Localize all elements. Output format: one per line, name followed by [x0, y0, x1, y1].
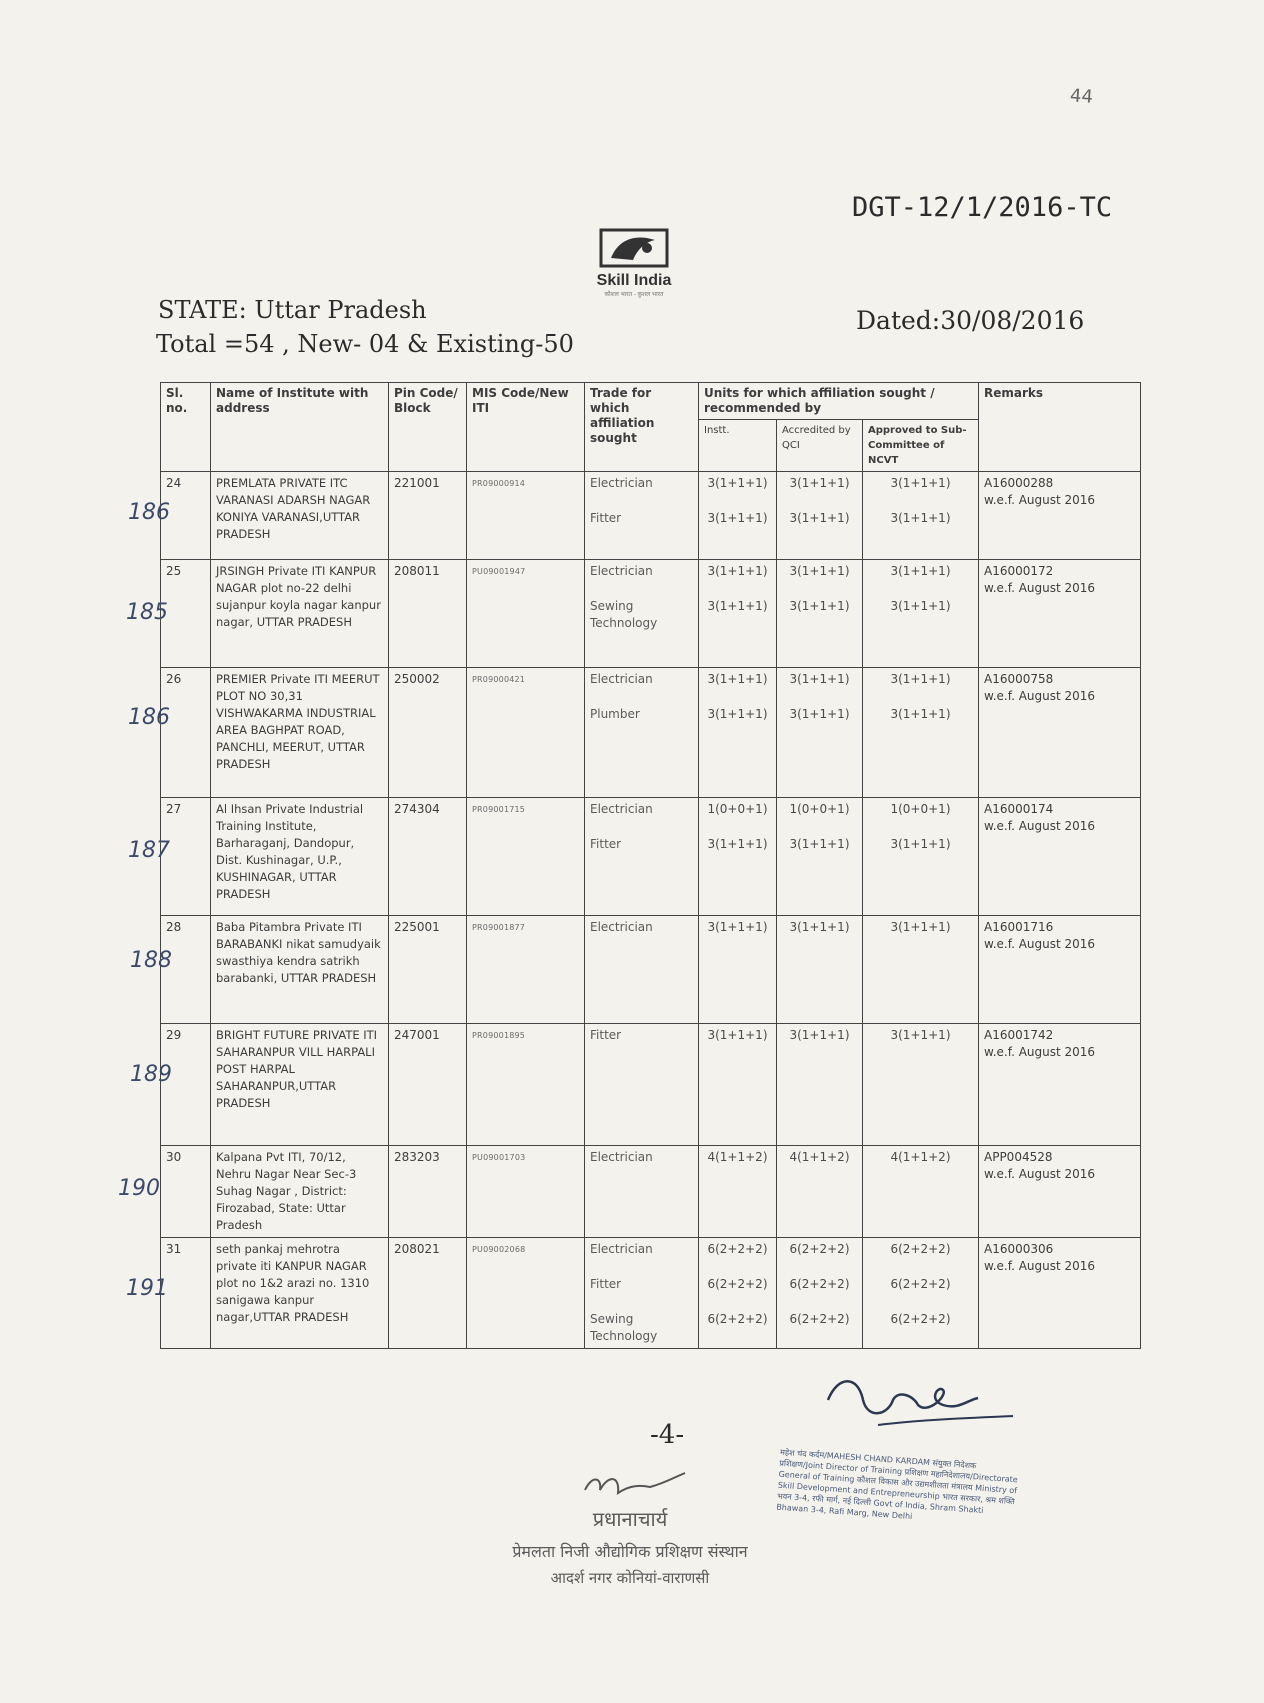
header-sl: Sl. no. — [161, 383, 211, 472]
remark-code: A16001742 — [984, 1028, 1054, 1042]
header-name: Name of Institute with address — [211, 383, 389, 472]
cell-pin: 274304 — [389, 798, 467, 916]
table-row — [161, 472, 1141, 560]
units-ncvt-value: 1(0+0+1) — [890, 802, 951, 816]
remark-wef: w.e.f. August 2016 — [984, 1167, 1096, 1181]
remark-wef: w.e.f. August 2016 — [984, 493, 1096, 507]
handwritten-margin-number: 185 — [126, 600, 168, 625]
units-instt-value: 3(1+1+1) — [707, 672, 768, 686]
units-ncvt-value: 3(1+1+1) — [890, 511, 951, 525]
cell-remarks — [979, 668, 1141, 798]
remark-wef: w.e.f. August 2016 — [984, 1045, 1096, 1059]
affiliation-table — [160, 382, 1141, 1349]
logo-text: Skill India — [596, 272, 672, 289]
trade-name: Electrician — [590, 1150, 653, 1164]
cell-units-instt — [699, 1146, 777, 1238]
units-qci-value: 3(1+1+1) — [789, 511, 850, 525]
principal-stamp — [470, 1505, 790, 1588]
trade-name: Electrician — [590, 802, 653, 816]
trade-name: Fitter — [590, 1028, 622, 1042]
units-instt-value: 6(2+2+2) — [707, 1242, 768, 1256]
cell-sl: 24 — [161, 472, 211, 560]
units-ncvt-value: 3(1+1+1) — [890, 837, 951, 851]
trade-name: Sewing Technology — [590, 599, 658, 630]
units-instt-value: 6(2+2+2) — [707, 1277, 768, 1291]
units-instt-value: 3(1+1+1) — [707, 511, 768, 525]
cell-units-instt — [699, 472, 777, 560]
units-qci-value: 3(1+1+1) — [789, 707, 850, 721]
cell-units-qci — [777, 560, 863, 668]
units-instt-value: 6(2+2+2) — [707, 1312, 768, 1326]
handwritten-margin-number: 189 — [130, 1062, 172, 1087]
table-row — [161, 798, 1141, 916]
trade-name: Fitter — [590, 1277, 622, 1291]
cell-units-ncvt — [863, 1238, 979, 1349]
cell-units-instt — [699, 916, 777, 1024]
cell-pin: 283203 — [389, 1146, 467, 1238]
cell-trades — [585, 1024, 699, 1146]
cell-sl: 29 — [161, 1024, 211, 1146]
units-ncvt-value: 3(1+1+1) — [890, 599, 951, 613]
cell-institute-name: PREMLATA PRIVATE ITC VARANASI ADARSH NAGAR KONIYA VARANASI,UTTAR PRADESH — [211, 472, 389, 560]
trade-name: Electrician — [590, 920, 653, 934]
cell-mis: PR09001715 — [467, 798, 585, 916]
units-qci-value: 1(0+0+1) — [789, 802, 850, 816]
trade-name: Fitter — [590, 837, 622, 851]
remark-wef: w.e.f. August 2016 — [984, 581, 1096, 595]
cell-mis: PR09000914 — [467, 472, 585, 560]
cell-trades — [585, 916, 699, 1024]
trade-name: Electrician — [590, 1242, 653, 1256]
remark-wef: w.e.f. August 2016 — [984, 689, 1096, 703]
units-qci-value: 3(1+1+1) — [789, 920, 850, 934]
remark-wef: w.e.f. August 2016 — [984, 937, 1096, 951]
cell-trades — [585, 668, 699, 798]
state-heading: STATE: Uttar Pradesh — [158, 296, 427, 324]
trade-name: Plumber — [590, 707, 640, 721]
units-ncvt-value: 3(1+1+1) — [890, 672, 951, 686]
date-heading: Dated:30/08/2016 — [856, 306, 1085, 335]
cell-units-qci — [777, 472, 863, 560]
cell-units-qci — [777, 798, 863, 916]
remark-code: A16000288 — [984, 476, 1054, 490]
cell-units-instt — [699, 1238, 777, 1349]
cell-remarks — [979, 798, 1141, 916]
remark-code: APP004528 — [984, 1150, 1053, 1164]
units-ncvt-value: 3(1+1+1) — [890, 476, 951, 490]
handwritten-margin-number: 186 — [128, 500, 170, 525]
cell-units-ncvt — [863, 916, 979, 1024]
units-ncvt-value: 3(1+1+1) — [890, 564, 951, 578]
remark-wef: w.e.f. August 2016 — [984, 819, 1096, 833]
remark-code: A16000758 — [984, 672, 1054, 686]
cell-units-instt — [699, 1024, 777, 1146]
cell-institute-name: BRIGHT FUTURE PRIVATE ITI SAHARANPUR VILL HARPALI POST HARPAL SAHARANPUR,UTTAR PRADESH — [211, 1024, 389, 1146]
header-remarks: Remarks — [979, 383, 1141, 472]
units-qci-value: 3(1+1+1) — [789, 599, 850, 613]
cell-mis: PR09001877 — [467, 916, 585, 1024]
units-qci-value: 3(1+1+1) — [789, 564, 850, 578]
cell-trades — [585, 1238, 699, 1349]
units-ncvt-value: 6(2+2+2) — [890, 1242, 951, 1256]
trade-name: Electrician — [590, 476, 653, 490]
header-pin: Pin Code/ Block — [389, 383, 467, 472]
table-row — [161, 1238, 1141, 1349]
cell-units-instt — [699, 560, 777, 668]
handwritten-page-number: 44 — [1069, 85, 1094, 108]
stamp-address: आदर्श नगर कोनियां-वाराणसी — [550, 1569, 710, 1587]
units-ncvt-value: 4(1+1+2) — [890, 1150, 951, 1164]
stamp-title: प्रधानाचार्य — [592, 1507, 668, 1531]
cell-pin: 225001 — [389, 916, 467, 1024]
table-row — [161, 1146, 1141, 1238]
cell-institute-name: Kalpana Pvt ITI, 70/12, Nehru Nagar Near Sec-3 Suhag Nagar , District: Firozabad, State: Uttar Pradesh — [211, 1146, 389, 1238]
cell-sl: 31 — [161, 1238, 211, 1349]
cell-units-ncvt — [863, 560, 979, 668]
cell-institute-name: PREMIER Private ITI MEERUT PLOT NO 30,31 VISHWAKARMA INDUSTRIAL AREA BAGHPAT ROAD, PANCHLI, MEERUT, UTTAR PRADESH — [211, 668, 389, 798]
cell-units-instt — [699, 798, 777, 916]
units-instt-value: 3(1+1+1) — [707, 837, 768, 851]
officer-stamp: महेश चंद कर्दम/MAHESH CHAND KARDAM संयुक्त निदेशक प्रशिक्षण/Joint Director of Training प्रशिक्षण महानिदेशालय/Directorate General of Training कौशल विकास और उद्यमशीलता मंत्रालय Ministry of Skill Development and Entrepreneurship भारत सरकार, श्रम शक्ति भवन 3-4, रफी मार्ग, नई दिल्ली Govt of India, Shram Shakti Bhawan 3-4, Rafi Marg, New Delhi — [776, 1447, 1019, 1522]
skill-india-emblem-icon — [597, 228, 671, 270]
cell-trades — [585, 560, 699, 668]
cell-institute-name: Al Ihsan Private Industrial Training Institute, Barharaganj, Dandopur, Dist. Kushinagar, U.P., KUSHINAGAR, UTTAR PRADESH — [211, 798, 389, 916]
reference-number: DGT-12/1/2016-TC — [852, 192, 1113, 223]
logo-subtext: कौशल भारत - कुशल भारत — [604, 292, 664, 298]
trade-name: Fitter — [590, 511, 622, 525]
units-ncvt-value: 3(1+1+1) — [890, 707, 951, 721]
units-instt-value: 3(1+1+1) — [707, 920, 768, 934]
signature-right — [818, 1370, 1018, 1430]
cell-units-qci — [777, 1146, 863, 1238]
cell-remarks — [979, 1238, 1141, 1349]
remark-code: A16000174 — [984, 802, 1054, 816]
cell-units-ncvt — [863, 1146, 979, 1238]
cell-mis: PU09002068 — [467, 1238, 585, 1349]
units-instt-value: 3(1+1+1) — [707, 707, 768, 721]
cell-sl: 30 — [161, 1146, 211, 1238]
units-ncvt-value: 6(2+2+2) — [890, 1312, 951, 1326]
cell-units-ncvt — [863, 1024, 979, 1146]
remark-code: A16000172 — [984, 564, 1054, 578]
units-instt-value: 3(1+1+1) — [707, 1028, 768, 1042]
cell-remarks — [979, 1146, 1141, 1238]
handwritten-margin-number: 190 — [118, 1176, 160, 1201]
cell-pin: 221001 — [389, 472, 467, 560]
cell-mis: PU09001947 — [467, 560, 585, 668]
units-qci-value: 4(1+1+2) — [789, 1150, 850, 1164]
trade-name: Electrician — [590, 672, 653, 686]
handwritten-margin-number: 188 — [130, 948, 172, 973]
skill-india-logo — [574, 228, 694, 298]
units-qci-value: 3(1+1+1) — [789, 837, 850, 851]
page-folio: -4- — [650, 1420, 685, 1450]
units-instt-value: 3(1+1+1) — [707, 564, 768, 578]
cell-sl: 28 — [161, 916, 211, 1024]
cell-pin: 247001 — [389, 1024, 467, 1146]
cell-remarks — [979, 472, 1141, 560]
cell-mis: PR09001895 — [467, 1024, 585, 1146]
units-instt-value: 3(1+1+1) — [707, 476, 768, 490]
handwritten-margin-number: 186 — [128, 705, 170, 730]
cell-units-instt — [699, 668, 777, 798]
cell-pin: 250002 — [389, 668, 467, 798]
cell-mis: PR09000421 — [467, 668, 585, 798]
units-ncvt-value: 6(2+2+2) — [890, 1277, 951, 1291]
cell-units-qci — [777, 1238, 863, 1349]
table-row — [161, 668, 1141, 798]
cell-institute-name: Baba Pitambra Private ITI BARABANKI nikat samudyaik swasthiya kendra satrikh barabanki, UTTAR PRADESH — [211, 916, 389, 1024]
table-row — [161, 560, 1141, 668]
header-mis: MIS Code/New ITI — [467, 383, 585, 472]
table-row — [161, 916, 1141, 1024]
stamp-institute: प्रेमलता निजी औद्योगिक प्रशिक्षण संस्थान — [512, 1542, 748, 1561]
header-units-instt: Instt. — [699, 420, 777, 472]
cell-remarks — [979, 916, 1141, 1024]
units-instt-value: 3(1+1+1) — [707, 599, 768, 613]
cell-units-ncvt — [863, 668, 979, 798]
cell-units-qci — [777, 1024, 863, 1146]
units-qci-value: 3(1+1+1) — [789, 476, 850, 490]
cell-mis: PU09001703 — [467, 1146, 585, 1238]
remark-code: A16001716 — [984, 920, 1054, 934]
cell-trades — [585, 798, 699, 916]
cell-sl: 26 — [161, 668, 211, 798]
cell-sl: 25 — [161, 560, 211, 668]
units-instt-value: 4(1+1+2) — [707, 1150, 768, 1164]
header-units-qci: Accredited by QCI — [777, 420, 863, 472]
cell-units-ncvt — [863, 798, 979, 916]
cell-units-qci — [777, 668, 863, 798]
units-instt-value: 1(0+0+1) — [707, 802, 768, 816]
units-qci-value: 6(2+2+2) — [789, 1277, 850, 1291]
header-units: Units for which affiliation sought / recommended by — [699, 383, 979, 420]
cell-pin: 208011 — [389, 560, 467, 668]
handwritten-margin-number: 191 — [126, 1276, 168, 1301]
handwritten-margin-number: 187 — [128, 838, 170, 863]
totals-heading: Total =54 , New- 04 & Existing-50 — [156, 330, 574, 358]
remark-code: A16000306 — [984, 1242, 1054, 1256]
units-qci-value: 3(1+1+1) — [789, 672, 850, 686]
cell-pin: 208021 — [389, 1238, 467, 1349]
table-row — [161, 1024, 1141, 1146]
units-ncvt-value: 3(1+1+1) — [890, 920, 951, 934]
cell-trades — [585, 1146, 699, 1238]
cell-institute-name: seth pankaj mehrotra private iti KANPUR NAGAR plot no 1&2 arazi no. 1310 sanigawa kanpur nagar,UTTAR PRADESH — [211, 1238, 389, 1349]
trade-name: Electrician — [590, 564, 653, 578]
remark-wef: w.e.f. August 2016 — [984, 1259, 1096, 1273]
cell-units-qci — [777, 916, 863, 1024]
units-ncvt-value: 3(1+1+1) — [890, 1028, 951, 1042]
units-qci-value: 3(1+1+1) — [789, 1028, 850, 1042]
trade-name: Sewing Technology — [590, 1312, 658, 1343]
header-units-ncvt: Approved to Sub-Committee of NCVT — [863, 420, 979, 472]
header-trade: Trade for which affiliation sought — [585, 383, 699, 472]
cell-remarks — [979, 560, 1141, 668]
signature-left — [580, 1465, 690, 1505]
units-qci-value: 6(2+2+2) — [789, 1242, 850, 1256]
cell-sl: 27 — [161, 798, 211, 916]
cell-units-ncvt — [863, 472, 979, 560]
units-qci-value: 6(2+2+2) — [789, 1312, 850, 1326]
cell-institute-name: JRSINGH Private ITI KANPUR NAGAR plot no-22 delhi sujanpur koyla nagar kanpur nagar, UTTAR PRADESH — [211, 560, 389, 668]
cell-remarks — [979, 1024, 1141, 1146]
cell-trades — [585, 472, 699, 560]
